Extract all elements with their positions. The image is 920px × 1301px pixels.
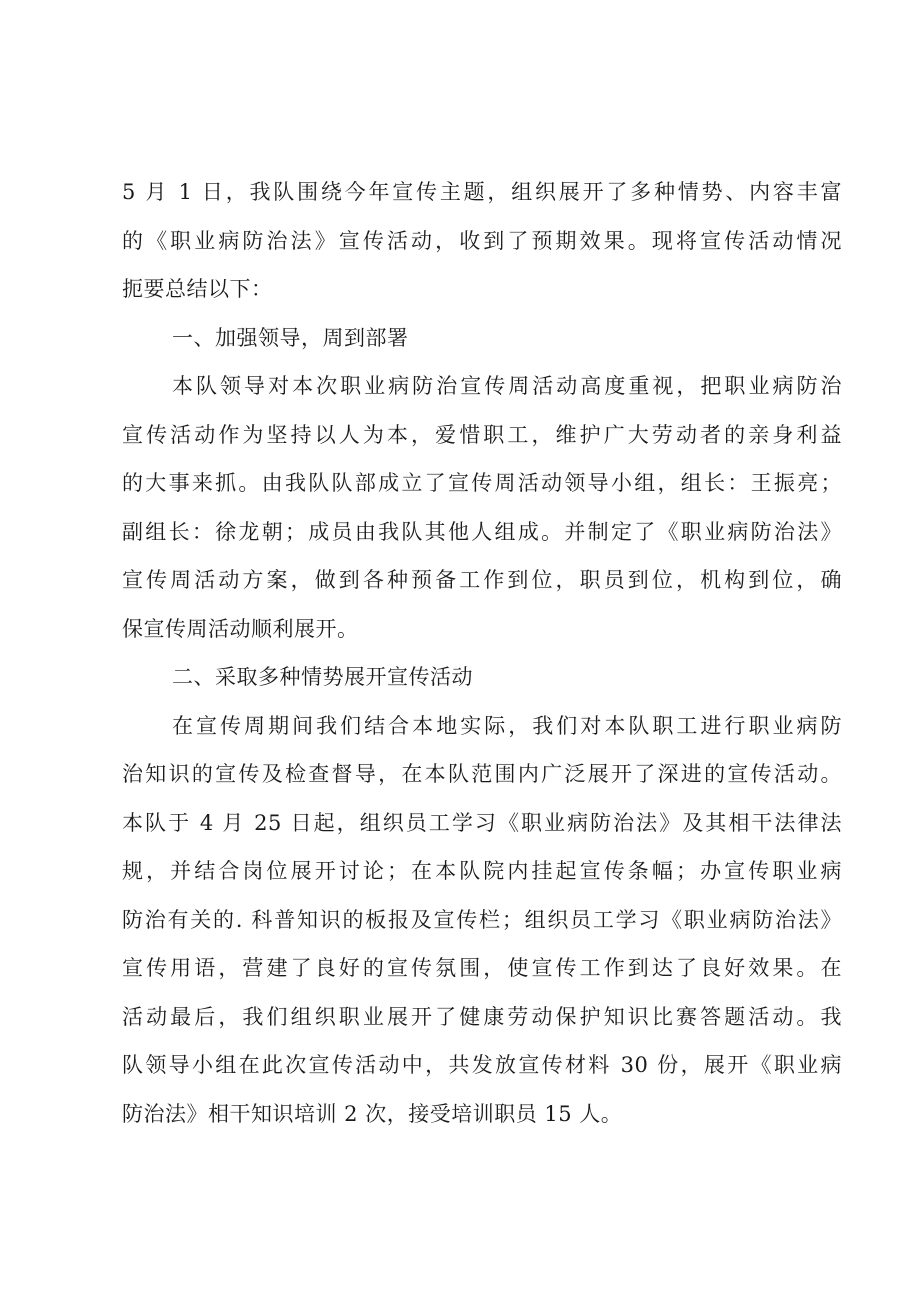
paragraph-line: 队领导小组在此次宣传活动中，共发放宣传材料 30 份，展开《职业病 [122,1053,842,1077]
section-heading: 二、采取多种情势展开宣传活动 [172,665,473,689]
paragraph-line: 宣传用语，营建了良好的宣传氛围，使宣传工作到达了良好效果。在 [122,956,842,980]
paragraph-line: 5 月 1 日，我队围绕今年宣传主题，组织展开了多种情势、内容丰富 [122,180,842,204]
paragraph-line: 活动最后，我们组织职业展开了健康劳动保护知识比赛答题活动。我 [122,1004,842,1029]
document-body [122,168,842,1138]
paragraph-line: 本队领导对本次职业病防治宣传周活动高度重视，把职业病防治 [172,374,842,398]
paragraph-line: 副组长：徐龙朝；成员由我队其他人组成。并制定了《职业病防治法》 [122,519,842,544]
section-heading: 一、加强领导，周到部署 [172,325,409,350]
paragraph-line: 治知识的宣传及检查督导，在本队范围内广泛展开了深进的宣传活动。 [122,762,842,786]
paragraph-line: 的大事来抓。由我队队部成立了宣传周活动领导小组，组长：王振亮； [122,471,842,495]
paragraph-line: 防治有关的. 科普知识的板报及宣传栏；组织员工学习《职业病防治法》 [122,907,842,932]
paragraph-line: 的《职业病防治法》宣传活动，收到了预期效果。现将宣传活动情况 [122,228,842,253]
paragraph-line: 扼要总结以下： [122,277,273,301]
paragraph-line: 宣传周活动方案，做到各种预备工作到位，职员到位，机构到位，确 [122,568,842,592]
paragraph-line: 本队于 4 月 25 日起，组织员工学习《职业病防治法》及其相干法律法 [122,810,842,835]
paragraph-line: 宣传活动作为坚持以人为本，爱惜职工，维护广大劳动者的亲身利益 [122,422,842,447]
paragraph-line: 保宣传周活动顺利展开。 [122,616,359,641]
paragraph-line: 在宣传周期间我们结合本地实际，我们对本队职工进行职业病防 [172,713,842,738]
paragraph-line: 规，并结合岗位展开讨论；在本队院内挂起宣传条幅；办宣传职业病 [122,859,842,883]
paragraph-line: 防治法》相干知识培训 2 次，接受培训职员 15 人。 [122,1101,623,1126]
